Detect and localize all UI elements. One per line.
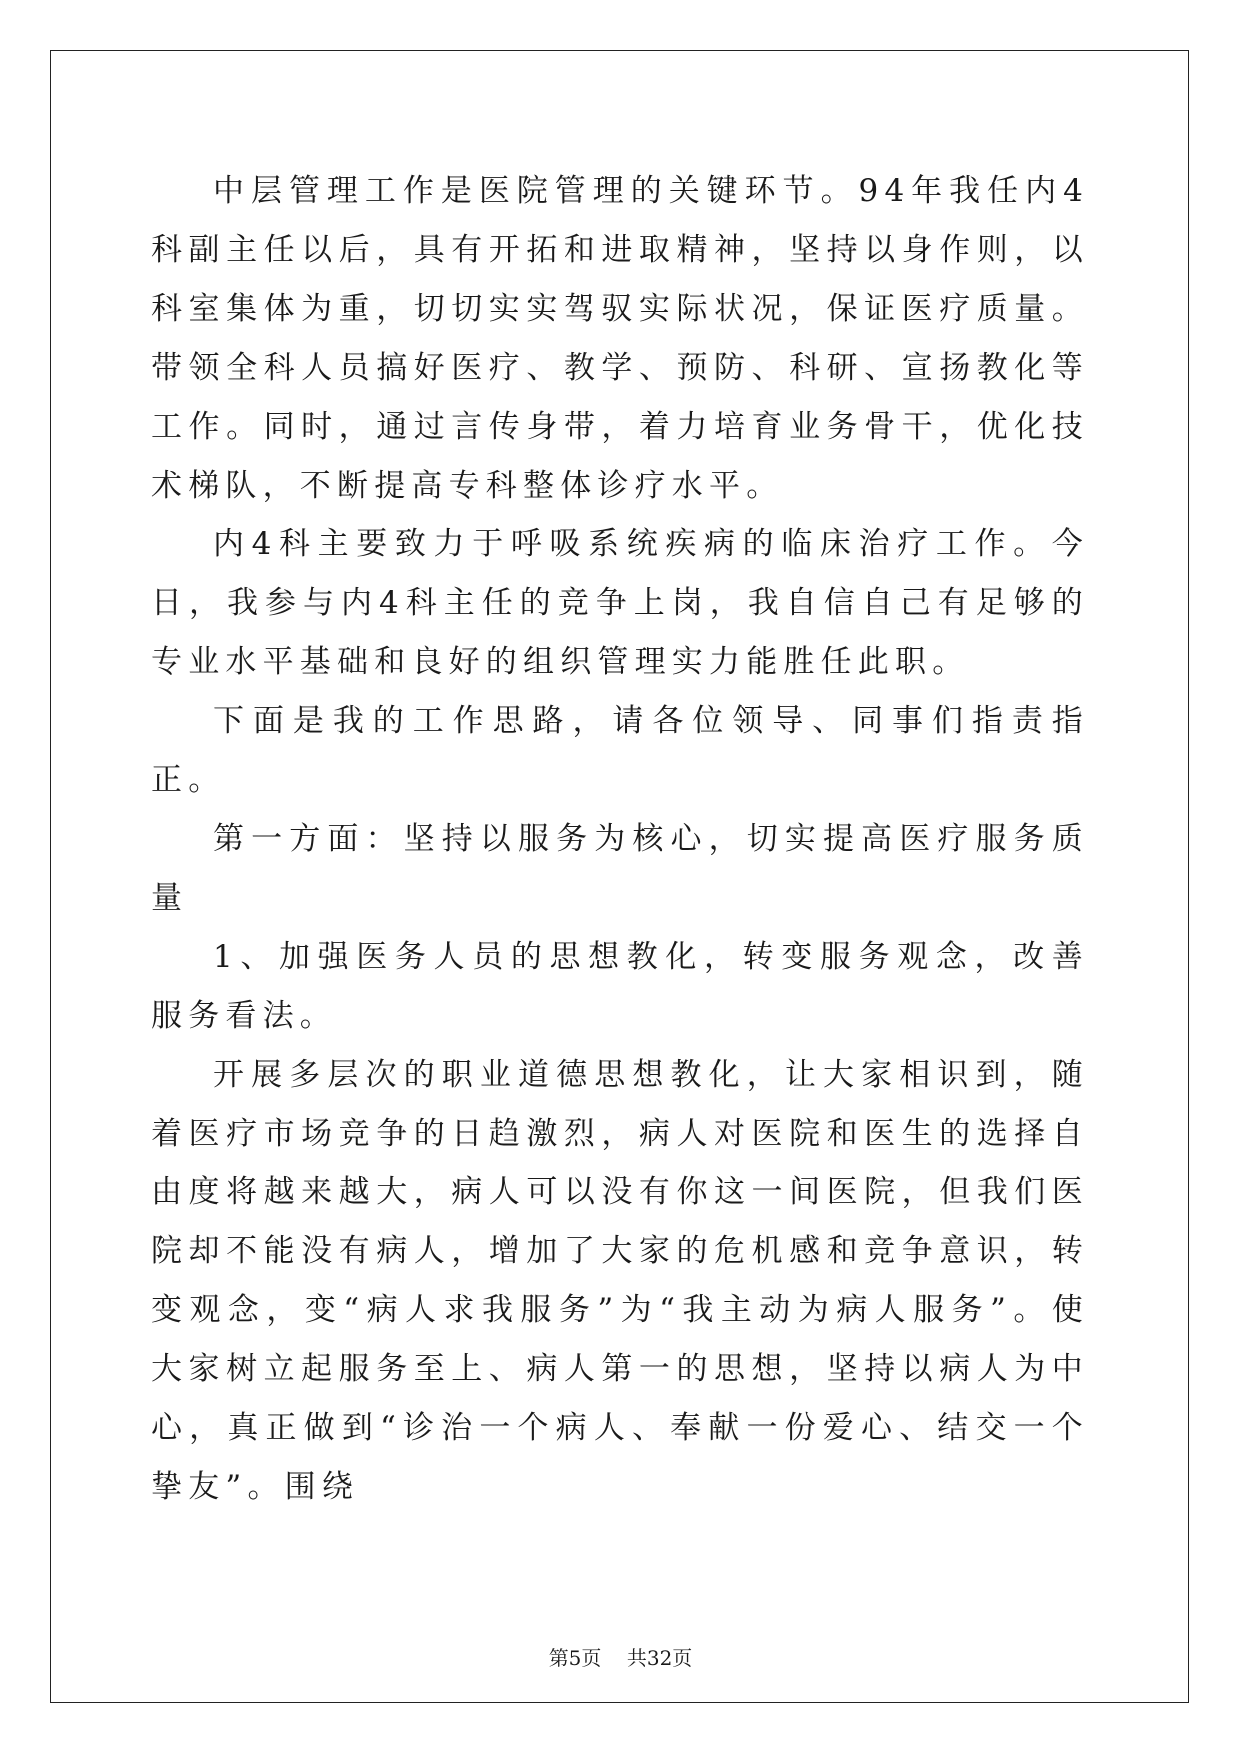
subsection-heading: 1、加强医务人员的思想教化，转变服务观念，改善服务看法。 — [151, 938, 1089, 1034]
document-body — [151, 162, 1089, 1517]
paragraph-3: 下面是我的工作思路，请各位领导、同事们指责指正。 — [151, 703, 1089, 799]
paragraph-2: 内4科主要致力于呼吸系统疾病的临床治疗工作。今日，我参与内4科主任的竞争上岗，我自信自己有足够的专业水平基础和良好的组织管理实力能胜任此职。 — [151, 526, 1089, 681]
page-footer — [0, 1646, 1241, 1670]
page-number: 第5页 — [548, 1646, 602, 1670]
paragraph-1: 中层管理工作是医院管理的关键环节。94年我任内4科副主任以后，具有开拓和进取精神，坚持以身作则，以科室集体为重，切切实实驾驭实际状况，保证医疗质量。带领全科人员搞好医疗、教学、预防、科研、宣扬教化等工作。同时，通过言传身带，着力培育业务骨干，优化技术梯队，不断提高专科整体诊疗水平。 — [151, 173, 1089, 504]
page-total: 共32页 — [626, 1646, 693, 1670]
section-heading: 第一方面：坚持以服务为核心，切实提高医疗服务质量 — [151, 820, 1089, 916]
paragraph-4: 开展多层次的职业道德思想教化，让大家相识到，随着医疗市场竞争的日趋激烈，病人对医院和医生的选择自由度将越来越大，病人可以没有你这一间医院，但我们医院却不能没有病人，增加了大家的危机感和竞争意识，转变观念，变“病人求我服务”为“我主动为病人服务”。使大家树立起服务至上、病人第一的思想，坚持以病人为中心，真正做到“诊治一个病人、奉献一份爱心、结交一个挚友”。围绕 — [151, 1056, 1089, 1505]
